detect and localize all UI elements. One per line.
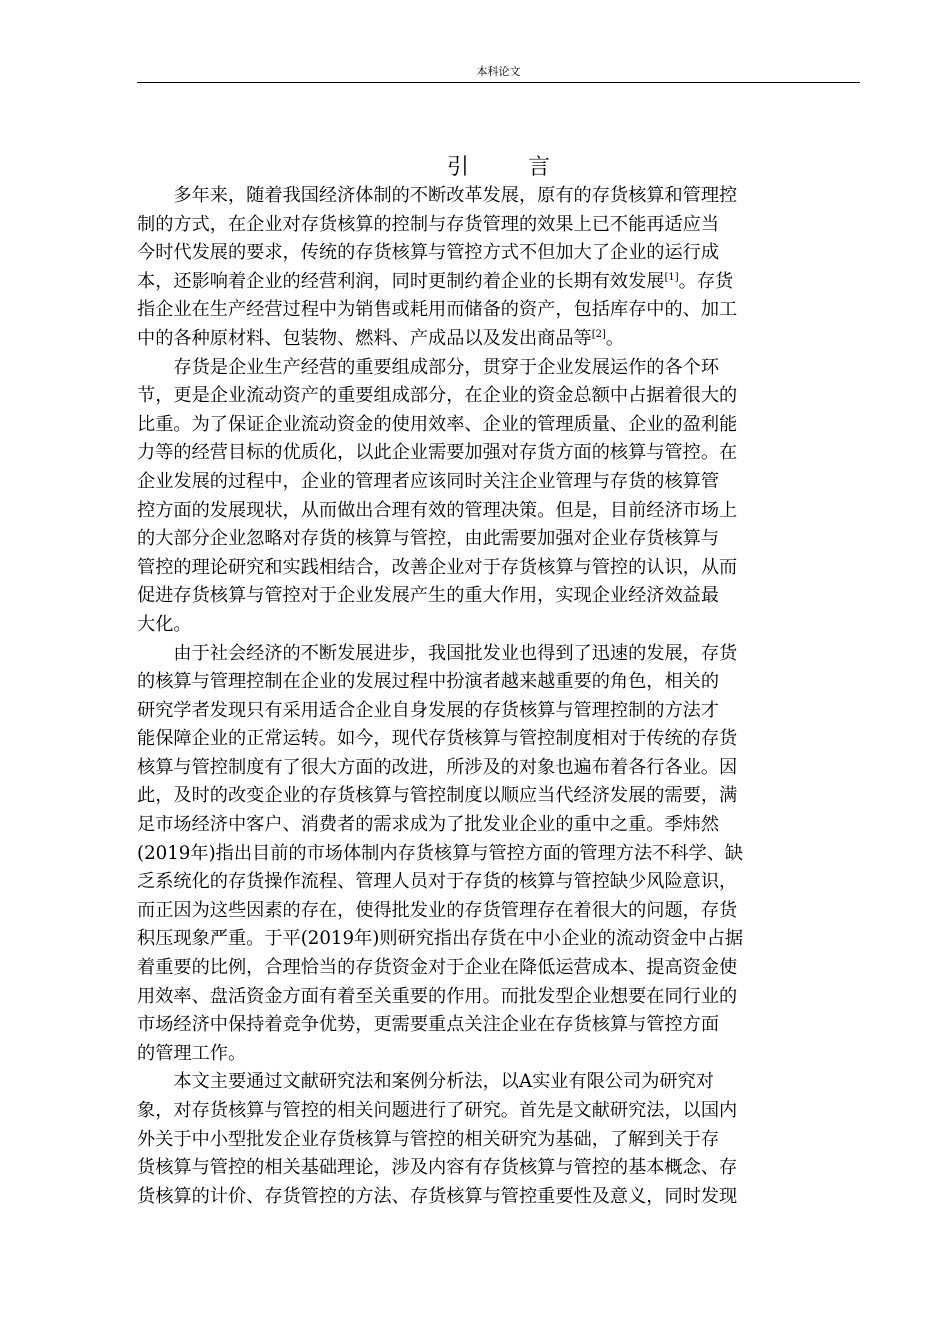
line-text: 促进存货核算与管控对于企业发展产生的重大作用，实现企业经济效益最 xyxy=(137,585,720,607)
text-line xyxy=(137,754,859,783)
line-text: 今时代发展的要求，传统的存货核算与管控方式不但加大了企业的运行成 xyxy=(137,242,720,264)
citation-marker: [2] xyxy=(591,328,606,340)
text-line xyxy=(137,811,859,840)
text-line xyxy=(137,554,859,583)
text-line xyxy=(137,1154,859,1183)
line-text: 控方面的发展现状，从而做出合理有效的管理决策。但是，目前经济市场上 xyxy=(137,499,738,521)
text-line xyxy=(137,525,859,554)
line-text: 大化。 xyxy=(137,613,192,635)
text-line xyxy=(137,239,859,268)
text-line xyxy=(137,668,859,697)
line-text: 乏系统化的存货操作流程、管理人员对于存货的核算与管控缺少风险意识， xyxy=(137,871,738,893)
running-title: 本科论文 xyxy=(476,65,521,78)
line-text: 存货是企业生产经营的重要组成部分，贯穿于企业发展运作的各个环 xyxy=(173,356,720,378)
text-line xyxy=(137,268,859,297)
line-text: 货核算的计价、存货管控的方法、存货核算与管控重要性及意义，同时发现 xyxy=(137,1185,738,1207)
line-text: 本，还影响着企业的经营利润，同时更制约着企业的长期有效发展 xyxy=(137,270,665,292)
line-text: 企业发展的过程中，企业的管理者应该同时关注企业管理与存货的核算管 xyxy=(137,470,720,492)
line-text: 用效率、盘活资金方面有着至关重要的作用。而批发型企业想要在同行业的 xyxy=(137,985,738,1007)
text-line xyxy=(137,325,859,354)
line-text: 外关于中小型批发企业存货核算与管控的相关研究为基础，了解到关于存 xyxy=(137,1128,720,1150)
line-text-continued: 。 xyxy=(605,327,625,349)
text-line xyxy=(137,497,859,526)
line-text: 研究学者发现只有采用适合企业自身发展的存货核算与管理控制的方法才 xyxy=(137,699,720,721)
line-text: 的核算与管理控制在企业的发展过程中扮演者越来越重要的角色，相关的 xyxy=(137,671,720,693)
text-line xyxy=(137,611,859,640)
line-text: 本文主要通过文献研究法和案例分析法，以A实业有限公司为研究对 xyxy=(173,1071,714,1093)
text-line xyxy=(137,925,859,954)
text-line xyxy=(137,725,859,754)
paragraph xyxy=(137,354,859,640)
line-text: 足市场经济中客户、消费者的需求成为了批发业企业的重中之重。季炜然 xyxy=(137,814,720,836)
text-line xyxy=(137,1126,859,1155)
text-line xyxy=(137,1183,859,1212)
text-line xyxy=(137,640,859,669)
citation-marker: [1] xyxy=(664,271,679,283)
text-line xyxy=(137,868,859,897)
text-line xyxy=(137,697,859,726)
line-text: 指企业在生产经营过程中为销售或耗用而储备的资产，包括库存中的、加工 xyxy=(137,299,738,321)
section-title: 引 言 xyxy=(447,155,576,180)
text-line xyxy=(137,411,859,440)
line-text: 象，对存货核算与管控的相关问题进行了研究。首先是文献研究法，以国内 xyxy=(137,1100,738,1121)
text-line xyxy=(137,1011,859,1040)
page-header xyxy=(137,64,860,83)
line-text-continued: 。存货 xyxy=(678,270,734,292)
paragraph xyxy=(137,640,859,1069)
text-line xyxy=(137,354,859,383)
text-line xyxy=(137,897,859,926)
text-line xyxy=(137,1068,859,1097)
line-text: 积压现象严重。于平(2019年)则研究指出存货在中小企业的流动资金中占据 xyxy=(137,928,744,950)
text-line xyxy=(137,296,859,325)
line-text: 比重。为了保证企业流动资金的使用效率、企业的管理质量、企业的盈利能 xyxy=(137,413,738,435)
line-text: 能保障企业的正常运转。如今，现代存货核算与管控制度相对于传统的存货 xyxy=(137,728,738,750)
paragraph xyxy=(137,1068,859,1211)
text-line xyxy=(137,382,859,411)
text-line xyxy=(137,1097,859,1126)
line-text: 货核算与管控的相关基础理论，涉及内容有存货核算与管控的基本概念、存 xyxy=(137,1157,738,1179)
line-text: 此，及时的改变企业的存货核算与管控制度以顺应当代经济发展的需要，满 xyxy=(137,785,738,807)
line-text: 由于社会经济的不断发展进步，我国批发业也得到了迅速的发展，存货 xyxy=(173,642,738,664)
line-text: 制的方式，在企业对存货核算的控制与存货管理的效果上已不能再适应当 xyxy=(137,213,720,235)
line-text: 的大部分企业忽略对存货的核算与管控，由此需要加强对企业存货核算与 xyxy=(137,528,720,550)
line-text: (2019年)指出目前的市场体制内存货核算与管控方面的管理方法不科学、缺 xyxy=(137,842,744,864)
text-line xyxy=(137,954,859,983)
line-text: 的管理工作。 xyxy=(137,1042,247,1064)
body-text xyxy=(137,182,859,1211)
line-text: 而正因为这些因素的存在，使得批发业的存货管理存在着很大的问题，存货 xyxy=(137,899,738,921)
text-line xyxy=(137,1040,859,1069)
text-line xyxy=(137,582,859,611)
line-text: 力等的经营目标的优质化，以此企业需要加强对存货方面的核算与管控。在 xyxy=(137,442,738,464)
text-line xyxy=(137,983,859,1012)
text-line xyxy=(137,182,859,211)
line-text: 核算与管控制度有了很大方面的改进，所涉及的对象也遍布着各行各业。因 xyxy=(137,756,738,778)
line-text: 管控的理论研究和实践相结合，改善企业对于存货核算与管控的认识，从而 xyxy=(137,556,738,578)
line-text: 节，更是企业流动资产的重要组成部分，在企业的资金总额中占据着很大的 xyxy=(137,385,738,407)
line-text: 中的各种原材料、包装物、燃料、产成品以及发出商品等 xyxy=(137,327,592,349)
text-line xyxy=(137,211,859,240)
paragraph xyxy=(137,182,859,354)
text-line xyxy=(137,468,859,497)
text-line xyxy=(137,840,859,869)
line-text: 多年来，随着我国经济体制的不断改革发展，原有的存货核算和管理控 xyxy=(173,185,738,206)
line-text: 着重要的比例，合理恰当的存货资金对于企业在降低运营成本、提高资金使 xyxy=(137,957,738,979)
text-line xyxy=(137,439,859,468)
line-text: 市场经济中保持着竞争优势，更需要重点关注企业在存货核算与管控方面 xyxy=(137,1014,720,1036)
text-line xyxy=(137,782,859,811)
